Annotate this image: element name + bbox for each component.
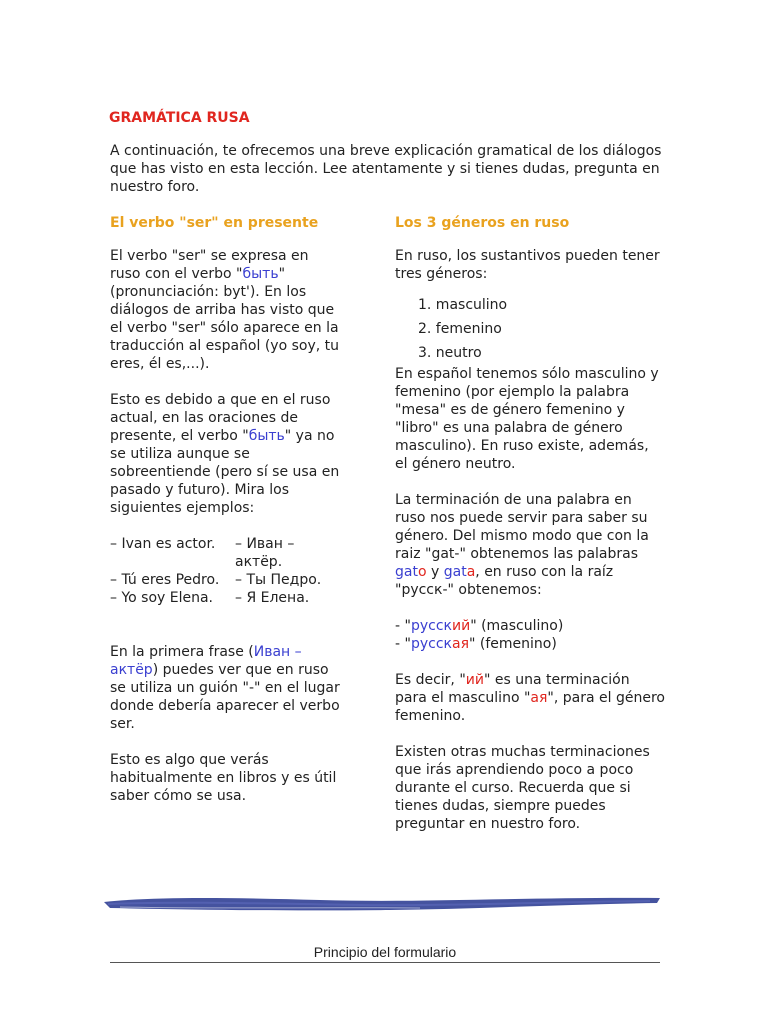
form-start-label: Principio del formulario xyxy=(313,944,457,960)
word-ending: o xyxy=(417,564,427,580)
example-spanish: – Yo soy Elena. xyxy=(110,590,214,606)
usage-paragraph: Esto es algo que verás habitualmente en libros y es útil saber cómo se usa. xyxy=(110,752,337,804)
word-root: gat xyxy=(395,564,418,580)
genders-intro-paragraph: En ruso, los sustantivos pueden tener tres géneros: xyxy=(395,248,660,282)
hyphen-paragraph: En la primera frase (Иван – актёр) puedes ver que en ruso se utiliza un guión "-" en el lugar donde debería aparecer el verbo ser. xyxy=(110,644,340,732)
genders-list xyxy=(395,293,665,365)
spanish-genders-paragraph: En español tenemos sólo masculino y femenino (por ejemplo la palabra "mesa" es de género femenino y "libro" es una palabra de género masculino). En ruso existe, además, el género neutro. xyxy=(395,366,659,472)
list-item: 3. neutro xyxy=(418,345,482,361)
page-title: GRAMÁTICA RUSA xyxy=(109,110,250,126)
termination-paragraph: Es decir, "ий" es una terminación para el masculino "ая", para el género femenino. xyxy=(395,672,665,724)
left-column-heading: El verbo "ser" en presente xyxy=(110,215,319,231)
right-column-heading: Los 3 géneros en ruso xyxy=(395,215,570,231)
word-ending: ая xyxy=(451,636,469,652)
word-ending: ий xyxy=(465,672,484,688)
form-divider xyxy=(110,962,660,963)
left-column xyxy=(110,247,340,805)
examples-table xyxy=(110,535,340,607)
word-root: gat xyxy=(443,564,467,580)
example-spanish: – Ivan es actor. xyxy=(110,536,216,552)
example-russian: – Я Елена. xyxy=(235,590,310,606)
russian-phrase: Иван – актёр xyxy=(110,644,302,678)
list-item: 2. femenino xyxy=(418,321,502,337)
brush-stroke-divider xyxy=(100,892,670,922)
example-russian: – Иван – актёр. xyxy=(235,536,295,570)
russian-word: быть xyxy=(242,266,279,282)
endings-paragraph: La terminación de una palabra en ruso nos puede servir para saber su género. Del mismo modo que con la raiz "gat-" obtenemos las palabras gato y gata, en ruso con la raíz "русск-" obtenemos: xyxy=(395,492,649,598)
word-root: русск xyxy=(410,636,452,652)
example-masculine: - "русский" (masculino) xyxy=(395,618,564,634)
example-russian: – Ты Педро. xyxy=(235,572,322,588)
example-spanish: – Tú eres Pedro. xyxy=(110,572,220,588)
list-item: 1. masculino xyxy=(418,297,508,313)
intro-paragraph: A continuación, te ofrecemos una breve explicación gramatical de los diálogos que has visto en esta lección. Lee atentamente y si tienes dudas, pregunta en nuestro foro. xyxy=(110,143,662,195)
present-tense-paragraph: Esto es debido a que en el ruso actual, en las oraciones de presente, el verbo "быть" ya no se utiliza aunque se sobreentiende (pero sí se usa en pasado y futuro). Mira los siguientes ejemplos: xyxy=(110,392,340,516)
word-ending: a xyxy=(466,564,476,580)
russian-word: быть xyxy=(248,428,285,444)
closing-paragraph: Existen otras muchas terminaciones que irás aprendiendo poco a poco durante el curso. Recuerda que si tienes dudas, siempre puedes preguntar en nuestro foro. xyxy=(395,744,650,832)
ser-verb-paragraph: El verbo "ser" se expresa en ruso con el verbo "быть" (pronunciación: byt'). En los diálogos de arriba has visto que el verbo "ser" sólo aparece en la traducción al español (yo soy, tu eres, él es,...). xyxy=(110,248,339,372)
word-root: русск xyxy=(410,618,452,634)
example-feminine: - "русская" (femenino) xyxy=(395,636,557,652)
word-ending: ая xyxy=(530,690,548,706)
right-column xyxy=(395,247,665,833)
word-ending: ий xyxy=(451,618,471,634)
